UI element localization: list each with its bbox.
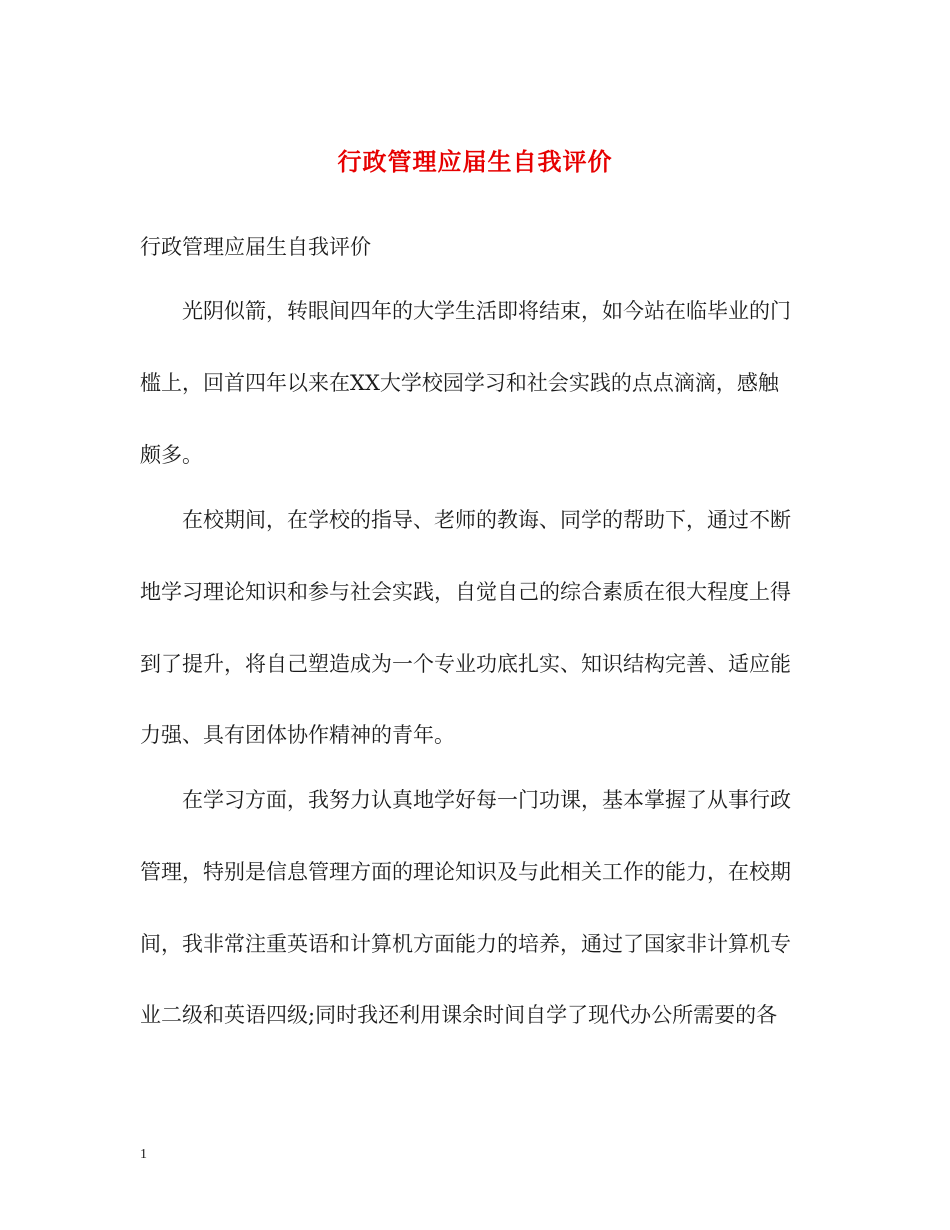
document-subtitle: 行政管理应届生自我评价 (140, 235, 371, 259)
paragraph-3-line-3: 间，我非常注重英语和计算机方面能力的培养，通过了国家非计算机专 (140, 932, 791, 956)
paragraph-1-line-1: 光阴似箭，转眼间四年的大学生活即将结束，如今站在临毕业的门 (182, 299, 791, 323)
document-title: 行政管理应届生自我评价 (337, 147, 613, 176)
paragraph-2-line-1: 在校期间，在学校的指导、老师的教诲、同学的帮助下，通过不断 (182, 508, 791, 532)
page-number: 1 (140, 1147, 147, 1162)
paragraph-2-line-4: 力强、具有团体协作精神的青年。 (140, 723, 455, 747)
paragraph-2-line-3: 到了提升，将自己塑造成为一个专业功底扎实、知识结构完善、适应能 (140, 652, 791, 676)
paragraph-1-line-3: 颇多。 (140, 443, 203, 467)
paragraph-1-line-2: 槛上，回首四年以来在XX大学校园学习和社会实践的点点滴滴，感触 (140, 371, 779, 395)
paragraph-3-line-2: 管理，特别是信息管理方面的理论知识及与此相关工作的能力，在校期 (140, 860, 791, 884)
paragraph-2-line-2: 地学习理论知识和参与社会实践，自觉自己的综合素质在很大程度上得 (140, 580, 791, 604)
paragraph-3-line-1: 在学习方面，我努力认真地学好每一门功课，基本掌握了从事行政 (182, 788, 791, 812)
paragraph-3-line-4: 业二级和英语四级;同时我还利用课余时间自学了现代办公所需要的各 (140, 1003, 778, 1027)
